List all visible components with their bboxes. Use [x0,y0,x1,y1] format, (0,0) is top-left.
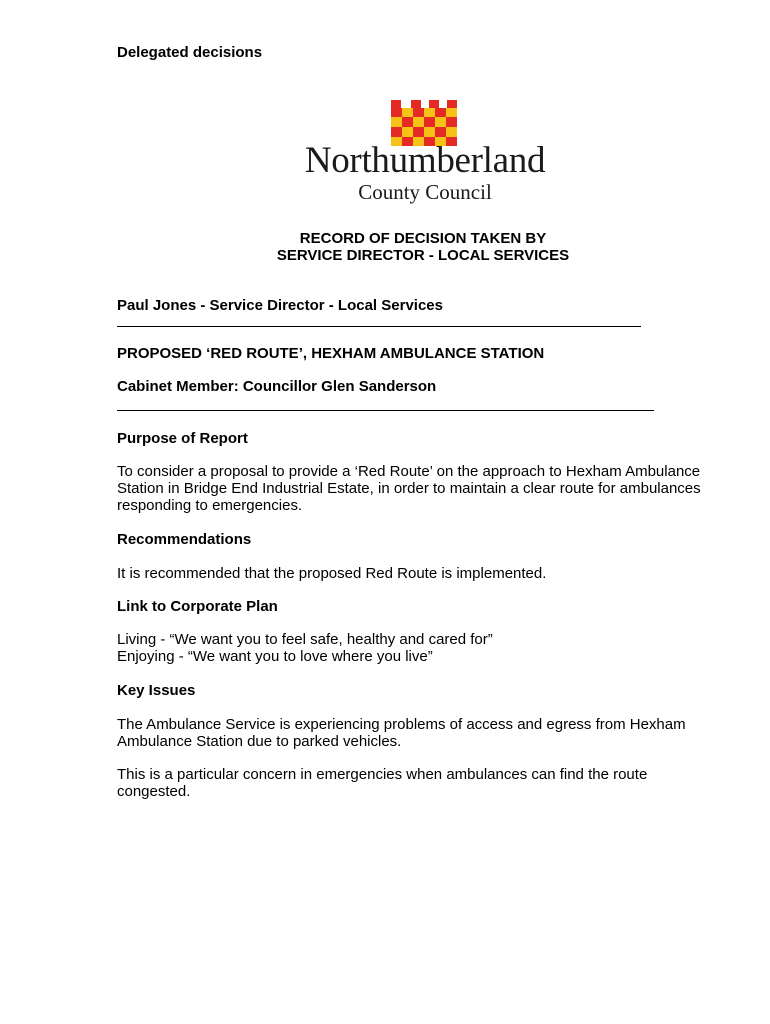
purpose-line-2: Station in Bridge End Industrial Estate, in order to maintain a clear route for ambulances [117,480,701,497]
divider-rule [117,326,641,327]
section-heading-purpose: Purpose of Report [117,430,248,447]
proposal-title: PROPOSED ‘RED ROUTE’, HEXHAM AMBULANCE STATION [117,345,545,362]
document-header-label: Delegated decisions [117,44,263,61]
flag-battlements [391,100,457,108]
divider-rule [117,410,654,411]
cabinet-member: Cabinet Member: Councillor Glen Sanderson [117,378,437,395]
key-issues-para1-line-2: Ambulance Station due to parked vehicles. [117,733,402,750]
section-heading-corporate-plan: Link to Corporate Plan [117,598,278,615]
author-line: Paul Jones - Service Director - Local Services [117,297,443,314]
record-title-line-1: RECORD OF DECISION TAKEN BY [299,230,547,247]
logo-subtitle: County Council [358,180,492,204]
key-issues-para1-line-1: The Ambulance Service is experiencing problems of access and egress from Hexham [117,716,686,733]
logo-wordmark: Northumberland [304,140,546,181]
recommendations-text: It is recommended that the proposed Red Route is implemented. [117,565,547,582]
purpose-line-3: responding to emergencies. [117,497,303,514]
record-title-line-2: SERVICE DIRECTOR - LOCAL SERVICES [276,247,570,264]
key-issues-para2-line-1: This is a particular concern in emergencies when ambulances can find the route [117,766,648,783]
corporate-plan-line-2: Enjoying - “We want you to love where you live” [117,648,433,665]
section-heading-key-issues: Key Issues [117,682,196,699]
purpose-line-1: To consider a proposal to provide a ‘Red Route’ on the approach to Hexham Ambulance [117,463,701,480]
key-issues-para2-line-2: congested. [117,783,191,800]
record-title [150,230,696,264]
section-heading-recommendations: Recommendations [117,531,252,548]
corporate-plan-line-1: Living - “We want you to feel safe, healthy and cared for” [117,631,493,648]
